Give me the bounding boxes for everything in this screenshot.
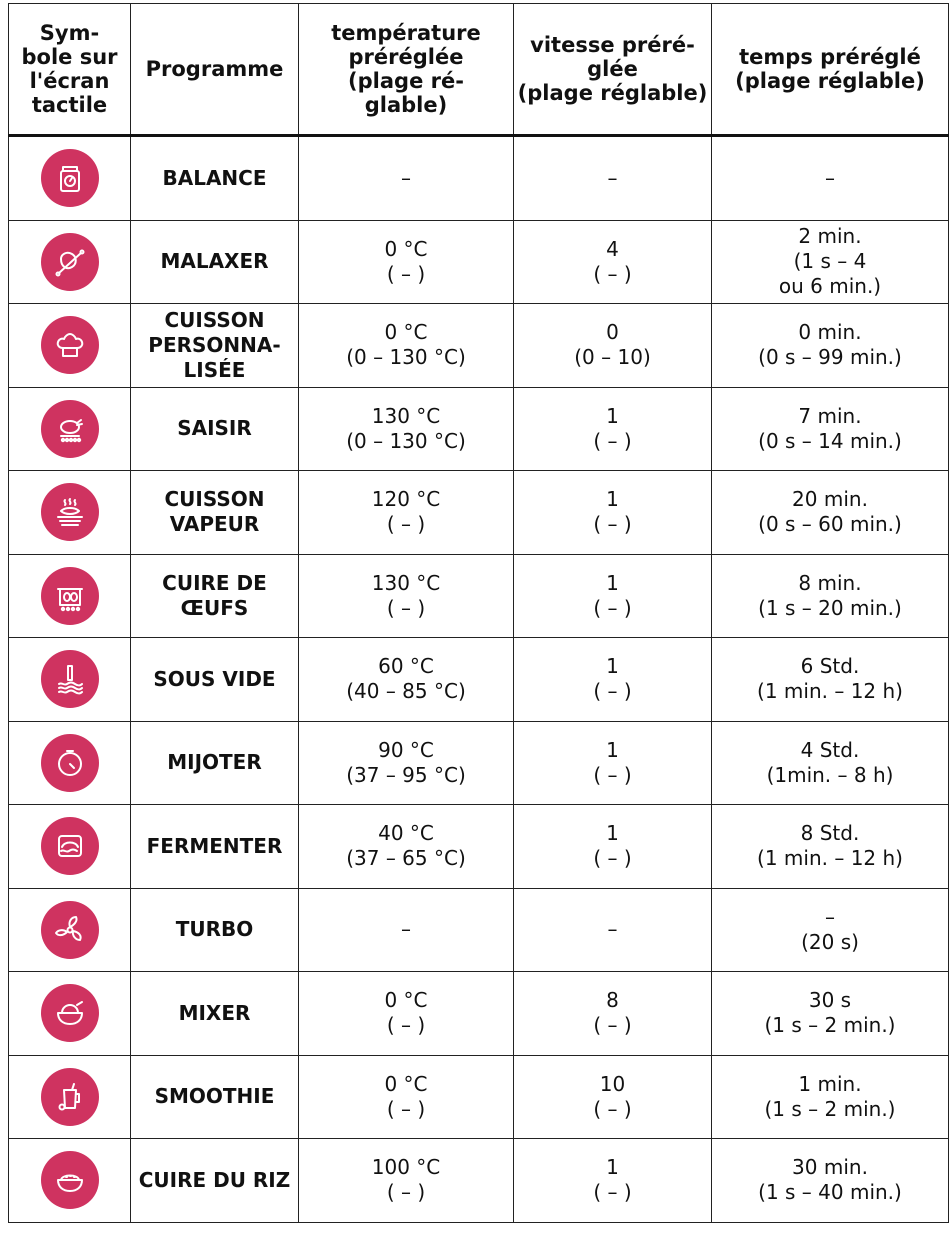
- temperature-value: 130 °C: [371, 403, 441, 428]
- temperature-range: (0 – 130 °C): [346, 428, 466, 453]
- programme-name: SMOOTHIE: [131, 1055, 299, 1139]
- speed-cell: [514, 972, 712, 1056]
- programme-name: SAISIR: [131, 387, 299, 471]
- time-range: (1 s – 20 min.): [758, 595, 902, 620]
- temperature-value: 130 °C: [371, 570, 441, 595]
- speed-range: ( – ): [593, 679, 632, 704]
- chef-hat-icon: [41, 316, 99, 374]
- time-value: 6 Std.: [800, 654, 860, 679]
- header-time: temps préréglé (plage réglable): [712, 4, 949, 136]
- table-row: [9, 220, 949, 304]
- temperature-cell: [299, 721, 514, 805]
- symbol-cell: [9, 471, 131, 555]
- temperature-cell: [299, 888, 514, 972]
- symbol-cell: [9, 554, 131, 638]
- temperature-value: 120 °C: [371, 487, 441, 512]
- speed-cell: [514, 471, 712, 555]
- scale-icon: [41, 149, 99, 207]
- time-cell: [712, 888, 949, 972]
- speed-cell: [514, 1055, 712, 1139]
- speed-value: 1: [606, 1155, 619, 1180]
- temperature-cell: [299, 805, 514, 889]
- programme-name: SOUS VIDE: [131, 638, 299, 722]
- temperature-value: 40 °C: [378, 821, 434, 846]
- time-cell: [712, 554, 949, 638]
- time-cell: [712, 972, 949, 1056]
- table-row: [9, 972, 949, 1056]
- rice-bowl-icon: [41, 1151, 99, 1209]
- symbol-cell: [9, 972, 131, 1056]
- time-range: (0 s – 60 min.): [758, 512, 902, 537]
- programme-name: CUIRE DE ŒUFS: [131, 554, 299, 638]
- time-cell: [712, 805, 949, 889]
- table-row: [9, 387, 949, 471]
- speed-value: 10: [599, 1071, 626, 1096]
- temperature-value: –: [401, 917, 411, 942]
- time-value: –: [825, 165, 835, 190]
- table-row: [9, 304, 949, 388]
- smoothie-jar-icon: [41, 1068, 99, 1126]
- time-value: 4 Std.: [800, 737, 860, 762]
- table-row: [9, 136, 949, 221]
- speed-value: 1: [606, 570, 619, 595]
- header-programme: Programme: [131, 4, 299, 136]
- table-row: [9, 554, 949, 638]
- temperature-range: ( – ): [386, 595, 426, 620]
- speed-cell: [514, 1139, 712, 1223]
- time-value: 0 min.: [798, 320, 862, 345]
- speed-value: 4: [606, 236, 619, 261]
- speed-cell: [514, 136, 712, 221]
- symbol-cell: [9, 220, 131, 304]
- speed-cell: [514, 805, 712, 889]
- symbol-cell: [9, 1139, 131, 1223]
- temperature-cell: [299, 304, 514, 388]
- programme-name: FERMENTER: [131, 805, 299, 889]
- temperature-cell: [299, 1055, 514, 1139]
- speed-cell: [514, 220, 712, 304]
- speed-value: 0: [606, 320, 619, 345]
- time-cell: [712, 304, 949, 388]
- table-row: [9, 638, 949, 722]
- temperature-range: (37 – 65 °C): [346, 846, 466, 871]
- temperature-value: 0 °C: [384, 1071, 428, 1096]
- time-value: 8 min.: [798, 570, 862, 595]
- time-range: (1 min. – 12 h): [757, 679, 903, 704]
- time-cell: [712, 638, 949, 722]
- time-range: (1 s – 2 min.): [764, 1096, 896, 1121]
- time-value: –: [825, 904, 835, 929]
- time-cell: [712, 1139, 949, 1223]
- steam-fish-icon: [41, 483, 99, 541]
- egg-pot-icon: [41, 567, 99, 625]
- time-cell: [712, 1055, 949, 1139]
- time-value: 7 min.: [798, 403, 862, 428]
- time-value: 30 min.: [792, 1155, 868, 1180]
- symbol-cell: [9, 888, 131, 972]
- temperature-range: (40 – 85 °C): [346, 679, 466, 704]
- time-range: (0 s – 14 min.): [758, 428, 902, 453]
- temperature-cell: [299, 638, 514, 722]
- speed-value: 1: [606, 487, 619, 512]
- temperature-value: 0 °C: [384, 236, 428, 261]
- temperature-cell: [299, 136, 514, 221]
- programme-name: MIXER: [131, 972, 299, 1056]
- time-cell: [712, 721, 949, 805]
- speed-range: ( – ): [593, 1180, 632, 1205]
- temperature-range: ( – ): [386, 512, 426, 537]
- speed-range: (0 – 10): [574, 345, 651, 370]
- time-cell: [712, 136, 949, 221]
- time-range: (0 s – 99 min.): [758, 345, 902, 370]
- speed-range: ( – ): [593, 595, 632, 620]
- temperature-value: 90 °C: [378, 737, 434, 762]
- programme-name: MALAXER: [131, 220, 299, 304]
- speed-value: 1: [606, 654, 619, 679]
- speed-range: ( – ): [593, 428, 632, 453]
- table-row: [9, 721, 949, 805]
- dough-bowl-icon: [41, 817, 99, 875]
- symbol-cell: [9, 721, 131, 805]
- speed-cell: [514, 554, 712, 638]
- speed-range: ( – ): [593, 762, 632, 787]
- temperature-cell: [299, 1139, 514, 1223]
- table-row: [9, 1139, 949, 1223]
- time-range: (1 s – 2 min.): [764, 1013, 896, 1038]
- speed-value: –: [607, 917, 618, 942]
- time-range: (1 min. – 12 h): [757, 846, 903, 871]
- time-value: 2 min.: [798, 224, 862, 249]
- thermometer-water-icon: [41, 650, 99, 708]
- programme-name: MIJOTER: [131, 721, 299, 805]
- speed-range: ( – ): [593, 846, 632, 871]
- temperature-cell: [299, 471, 514, 555]
- timer-icon: [41, 734, 99, 792]
- programme-name: BALANCE: [131, 136, 299, 221]
- temperature-cell: [299, 554, 514, 638]
- temperature-value: 100 °C: [371, 1155, 441, 1180]
- header-symbol: Sym- bole sur l'écran tactile: [9, 4, 131, 136]
- speed-cell: [514, 888, 712, 972]
- temperature-range: ( – ): [386, 1180, 426, 1205]
- temperature-range: (0 – 130 °C): [346, 345, 466, 370]
- temperature-cell: [299, 387, 514, 471]
- temperature-cell: [299, 220, 514, 304]
- temperature-range: ( – ): [386, 261, 426, 286]
- symbol-cell: [9, 387, 131, 471]
- time-range: (1 s – 4 ou 6 min.): [778, 249, 882, 299]
- time-cell: [712, 387, 949, 471]
- dough-rolling-pin-icon: [41, 233, 99, 291]
- header-speed: vitesse préré- glée (plage réglable): [514, 4, 712, 136]
- speed-cell: [514, 304, 712, 388]
- speed-range: ( – ): [593, 1013, 632, 1038]
- symbol-cell: [9, 638, 131, 722]
- temperature-value: 0 °C: [384, 988, 428, 1013]
- speed-value: 1: [606, 737, 619, 762]
- time-cell: [712, 471, 949, 555]
- programme-table: [8, 3, 949, 1223]
- temperature-range: (37 – 95 °C): [346, 762, 466, 787]
- temperature-range: ( – ): [386, 1096, 426, 1121]
- speed-range: ( – ): [593, 261, 632, 286]
- speed-range: ( – ): [593, 512, 632, 537]
- table-row: [9, 888, 949, 972]
- speed-cell: [514, 721, 712, 805]
- programme-name: CUIRE DU RIZ: [131, 1139, 299, 1223]
- time-range: (1min. – 8 h): [766, 762, 894, 787]
- speed-value: 1: [606, 403, 619, 428]
- programme-name: CUISSON PERSONNA- LISÉE: [131, 304, 299, 388]
- time-value: 20 min.: [792, 487, 868, 512]
- time-value: 30 s: [808, 988, 852, 1013]
- symbol-cell: [9, 805, 131, 889]
- table-row: [9, 471, 949, 555]
- table-row: [9, 805, 949, 889]
- speed-range: ( – ): [593, 1096, 632, 1121]
- temperature-cell: [299, 972, 514, 1056]
- time-range: (1 s – 40 min.): [758, 1180, 902, 1205]
- symbol-cell: [9, 304, 131, 388]
- speed-value: 1: [606, 821, 619, 846]
- propeller-icon: [41, 901, 99, 959]
- programme-name: TURBO: [131, 888, 299, 972]
- temperature-value: 60 °C: [378, 654, 434, 679]
- speed-cell: [514, 387, 712, 471]
- programme-name: CUISSON VAPEUR: [131, 471, 299, 555]
- time-value: 1 min.: [798, 1071, 862, 1096]
- speed-cell: [514, 638, 712, 722]
- temperature-value: 0 °C: [384, 320, 428, 345]
- time-value: 8 Std.: [800, 821, 860, 846]
- table-row: [9, 1055, 949, 1139]
- speed-value: 8: [606, 988, 619, 1013]
- symbol-cell: [9, 1055, 131, 1139]
- time-range: (20 s): [801, 929, 859, 954]
- header-temperature: température préréglée (plage ré- glable): [299, 4, 514, 136]
- mixing-bowl-icon: [41, 984, 99, 1042]
- symbol-cell: [9, 136, 131, 221]
- temperature-range: ( – ): [386, 1013, 426, 1038]
- time-cell: [712, 220, 949, 304]
- roast-chicken-icon: [41, 400, 99, 458]
- temperature-value: –: [401, 165, 411, 190]
- speed-value: –: [607, 165, 618, 190]
